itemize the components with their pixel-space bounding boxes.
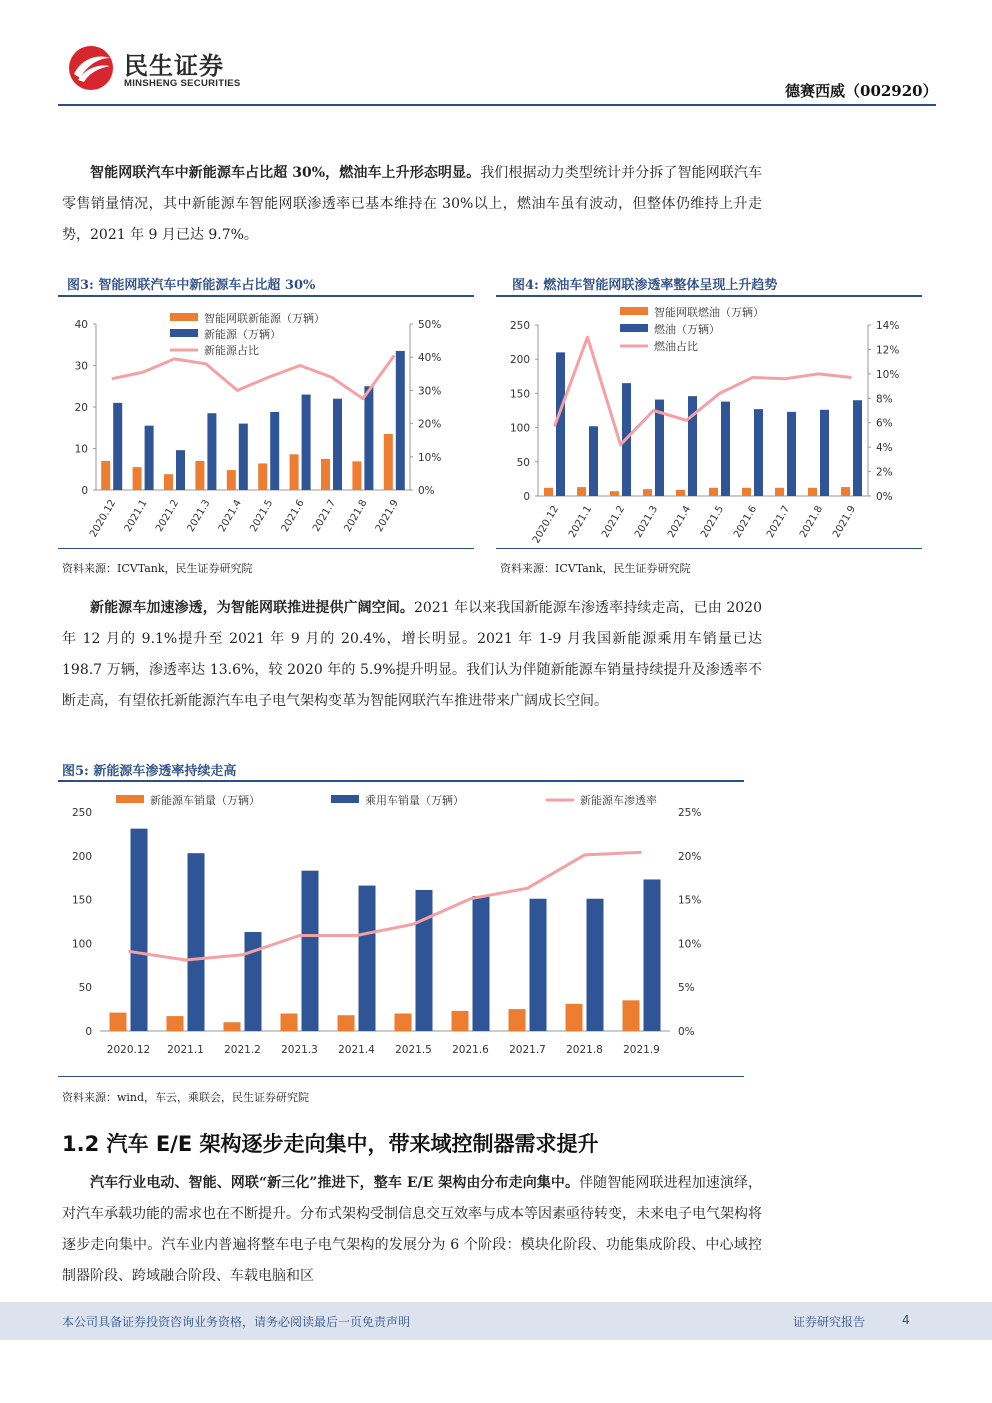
bar-blue — [754, 409, 763, 496]
bar-blue — [721, 402, 730, 496]
right-tick-label: 12% — [876, 344, 900, 357]
fig3-title-rule — [58, 295, 474, 297]
right-tick-label: 15% — [678, 894, 702, 907]
series-line — [112, 356, 395, 399]
left-tick-label: 50 — [516, 456, 530, 469]
brand-name: 民生证券 — [124, 52, 224, 80]
bar-blue — [589, 426, 598, 496]
logo — [66, 44, 116, 92]
paragraph-1 — [62, 158, 762, 251]
fig3-chart — [58, 300, 474, 548]
right-tick-label: 10% — [418, 451, 442, 464]
fig4-chart — [496, 300, 922, 548]
x-tick-label: 2021.1 — [567, 504, 595, 540]
bar-blue — [245, 932, 262, 1031]
bar-orange — [338, 1015, 355, 1031]
right-tick-label: 40% — [418, 352, 442, 365]
x-tick-label: 2021.2 — [224, 1044, 261, 1056]
right-tick-label: 14% — [876, 320, 900, 332]
left-tick-label: 250 — [71, 807, 92, 819]
bar-blue — [131, 829, 148, 1031]
bar-orange — [709, 488, 718, 496]
fig4-title-rule — [496, 295, 922, 297]
legend-label: 新能源占比 — [204, 344, 259, 357]
bar-blue — [587, 899, 604, 1031]
x-tick-label: 2021.8 — [566, 1044, 603, 1056]
bar-orange — [577, 487, 586, 496]
fig5-chart — [58, 784, 744, 1076]
footer — [0, 1302, 992, 1340]
x-tick-label: 2021.7 — [311, 498, 339, 534]
legend-swatch — [170, 313, 198, 321]
legend-swatch — [620, 307, 648, 315]
bar-blue — [787, 412, 796, 496]
right-tick-label: 5% — [678, 982, 695, 995]
bar-orange — [281, 1013, 298, 1031]
fig5-title: 图5: 新能源车渗透率持续走高 — [62, 764, 237, 779]
right-tick-label: 20% — [678, 850, 702, 863]
bar-orange — [509, 1009, 526, 1031]
paragraph-3 — [62, 1168, 762, 1292]
bar-orange — [643, 489, 652, 496]
bar-blue — [113, 403, 122, 490]
company-name: 德赛西威（002920） — [785, 82, 938, 100]
right-tick-label: 10% — [876, 368, 900, 381]
bar-blue — [359, 886, 376, 1031]
fig4-source: 资料来源：ICVTank，民生证券研究院 — [500, 562, 691, 575]
bar-blue — [302, 395, 311, 490]
legend-label: 智能网联燃油（万辆） — [654, 306, 764, 319]
bar-orange — [227, 470, 236, 490]
paragraph-2-body: 2021 年以来我国新能源车渗透率持续走高，已由 2020 年 12 月的 9.1%提升至 2021 年 9 月的 20.4%，增长明显。2021 年 1-9 月我国新能源乘用车销量已达 198.7 万辆，渗透率达 13.6%，较 2020 年的 5.9%提升明显。我们认为伴随新能源车销量持续提升及渗透率不断走高，有望依托新能源汽车电子电气架构变革为智能网联汽车推进带来广阔成长空间。 — [62, 600, 762, 709]
x-tick-label: 2021.8 — [342, 498, 370, 534]
bar-orange — [164, 474, 173, 490]
left-tick-label: 200 — [509, 354, 530, 367]
bar-blue — [530, 899, 547, 1031]
x-tick-label: 2021.6 — [452, 1044, 489, 1056]
right-tick-label: 0% — [678, 1026, 695, 1038]
left-tick-label: 10 — [74, 443, 88, 456]
x-tick-label: 2021.2 — [600, 504, 628, 540]
paragraph-1-lead: 智能网联汽车中新能源车占比超 30%，燃油车上升形态明显。 — [90, 165, 481, 181]
bar-orange — [544, 488, 553, 496]
right-tick-label: 4% — [876, 442, 893, 455]
legend-label: 新能源（万辆） — [204, 328, 281, 341]
legend-label: 智能网联新能源（万辆） — [204, 312, 325, 325]
header-divider — [58, 104, 936, 106]
bar-orange — [610, 491, 619, 496]
bar-blue — [207, 413, 216, 490]
legend-swatch — [116, 795, 144, 803]
bar-orange — [566, 1004, 583, 1031]
bar-blue — [396, 351, 405, 490]
bar-blue — [820, 410, 829, 496]
right-tick-label: 50% — [418, 319, 442, 331]
left-tick-label: 40 — [74, 319, 88, 331]
fig5-bottom-rule — [58, 1076, 744, 1077]
x-tick-label: 2021.7 — [765, 504, 793, 540]
x-tick-label: 2021.3 — [633, 504, 661, 540]
left-tick-label: 100 — [509, 422, 530, 435]
bar-orange — [133, 467, 142, 490]
x-tick-label: 2021.9 — [373, 498, 401, 534]
bar-orange — [290, 454, 299, 490]
x-tick-label: 2021.4 — [216, 498, 244, 534]
x-tick-label: 2020.12 — [88, 498, 119, 540]
bar-orange — [775, 488, 784, 496]
series-line — [555, 337, 852, 445]
left-tick-label: 50 — [78, 982, 92, 995]
right-tick-label: 0% — [876, 491, 893, 503]
bar-orange — [841, 487, 850, 496]
x-tick-label: 2021.4 — [666, 504, 694, 540]
x-tick-label: 2021.3 — [185, 498, 213, 534]
x-tick-label: 2021.9 — [623, 1044, 660, 1056]
bar-orange — [321, 459, 330, 490]
fig4-title: 图4: 燃油车智能网联渗透率整体呈现上升趋势 — [512, 278, 778, 293]
series-line — [129, 852, 642, 960]
x-tick-label: 2021.1 — [122, 498, 150, 534]
bar-orange — [623, 1000, 640, 1031]
right-tick-label: 8% — [876, 393, 893, 406]
left-tick-label: 0 — [523, 491, 530, 503]
x-tick-label: 2021.1 — [167, 1044, 204, 1056]
legend-swatch — [170, 329, 198, 337]
bar-blue — [473, 896, 490, 1031]
bar-blue — [239, 424, 248, 490]
bar-orange — [352, 461, 361, 490]
left-tick-label: 30 — [74, 360, 88, 373]
x-tick-label: 2021.4 — [338, 1044, 375, 1056]
bar-orange — [224, 1022, 241, 1031]
legend-label: 乘用车销量（万辆） — [365, 794, 464, 807]
left-tick-label: 100 — [71, 938, 92, 951]
bar-blue — [188, 853, 205, 1031]
bar-blue — [302, 871, 319, 1031]
footer-report-type: 证券研究报告 — [793, 1315, 866, 1329]
left-tick-label: 150 — [71, 894, 92, 907]
paragraph-1-body: 我们根据动力类型统计并分拆了智能网联汽车零售销量情况，其中新能源车智能网联渗透率已基本维持在 30%以上，燃油车虽有波动，但整体仍维持上升走势，2021 年 9 月已达 9.7%。 — [62, 165, 762, 243]
x-tick-label: 2020.12 — [106, 1044, 151, 1056]
bar-blue — [364, 386, 373, 490]
x-tick-label: 2020.12 — [530, 504, 562, 546]
legend-label: 新能源车销量（万辆） — [150, 794, 260, 807]
bar-orange — [808, 488, 817, 496]
left-tick-label: 250 — [509, 320, 530, 332]
fig3-title: 图3: 智能网联汽车中新能源车占比超 30% — [67, 278, 316, 293]
bar-blue — [644, 879, 661, 1031]
bar-orange — [195, 461, 204, 490]
left-tick-label: 200 — [71, 850, 92, 863]
bar-orange — [676, 490, 685, 496]
x-tick-label: 2021.5 — [699, 504, 727, 540]
bar-orange — [395, 1013, 412, 1031]
paragraph-3-lead: 汽车行业电动、智能、网联“新三化”推进下，整车 E/E 架构由分布走向集中。 — [90, 1175, 580, 1191]
right-tick-label: 30% — [418, 385, 442, 398]
legend-label: 燃油占比 — [654, 340, 698, 353]
x-tick-label: 2021.5 — [248, 498, 276, 534]
right-tick-label: 25% — [678, 807, 702, 819]
legend-label: 燃油（万辆） — [654, 323, 720, 336]
bar-orange — [742, 488, 751, 496]
x-tick-label: 2021.3 — [281, 1044, 318, 1056]
x-tick-label: 2021.9 — [831, 504, 859, 540]
bar-blue — [145, 426, 154, 490]
fig4-bottom-rule — [496, 548, 922, 549]
paragraph-3-body: 伴随智能网联进程加速演绎，对汽车承载功能的需求也在不断提升。分布式架构受制信息交互效率与成本等因素亟待转变，未来电子电气架构将逐步走向集中。汽车业内普遍将整车电子电气架构的发展分为 6 个阶段：模块化阶段、功能集成阶段、中心域控制器阶段、跨域融合阶段、车载电脑和区 — [62, 1175, 763, 1284]
bar-orange — [101, 461, 110, 490]
left-tick-label: 0 — [85, 1026, 92, 1038]
x-tick-label: 2021.6 — [279, 498, 307, 534]
section-heading: 1.2 汽车 E/E 架构逐步走向集中，带来域控制器需求提升 — [62, 1132, 599, 1156]
left-tick-label: 20 — [74, 402, 88, 414]
right-tick-label: 0% — [418, 485, 435, 497]
x-tick-label: 2021.2 — [154, 498, 182, 534]
bar-blue — [556, 352, 565, 496]
bar-blue — [270, 412, 279, 490]
right-tick-label: 10% — [678, 938, 702, 951]
fig3-source: 资料来源：ICVTank，民生证券研究院 — [62, 562, 253, 575]
right-tick-label: 2% — [876, 466, 893, 479]
bar-orange — [384, 434, 393, 490]
right-tick-label: 20% — [418, 418, 442, 431]
left-tick-label: 0 — [81, 485, 88, 497]
brand-english: MINSHENG SECURITIES — [124, 78, 241, 89]
footer-page-number: 4 — [902, 1313, 910, 1327]
x-tick-label: 2021.6 — [732, 504, 760, 540]
fig3-bottom-rule — [58, 548, 474, 549]
legend-label: 新能源车渗透率 — [580, 794, 657, 807]
bar-orange — [258, 463, 267, 490]
legend-swatch — [331, 795, 359, 803]
bar-blue — [333, 399, 342, 490]
fig5-source: 资料来源：wind，车云，乘联会，民生证券研究院 — [62, 1091, 310, 1104]
bar-blue — [176, 450, 185, 490]
paragraph-2-lead: 新能源车加速渗透，为智能网联推进提供广阔空间。 — [90, 600, 414, 616]
bar-orange — [167, 1016, 184, 1031]
footer-disclaimer: 本公司具备证券投资咨询业务资格，请务必阅读最后一页免责声明 — [62, 1315, 411, 1329]
legend-swatch — [620, 324, 648, 332]
fig5-title-rule — [58, 780, 744, 782]
bar-orange — [110, 1013, 127, 1031]
paragraph-2 — [62, 593, 762, 717]
left-tick-label: 150 — [509, 388, 530, 401]
x-tick-label: 2021.5 — [395, 1044, 432, 1056]
right-tick-label: 6% — [876, 417, 893, 430]
bar-blue — [853, 400, 862, 496]
bar-blue — [416, 890, 433, 1031]
x-tick-label: 2021.8 — [798, 504, 826, 540]
x-tick-label: 2021.7 — [509, 1044, 546, 1056]
bar-orange — [452, 1011, 469, 1031]
minsheng-logo-icon — [66, 44, 116, 92]
